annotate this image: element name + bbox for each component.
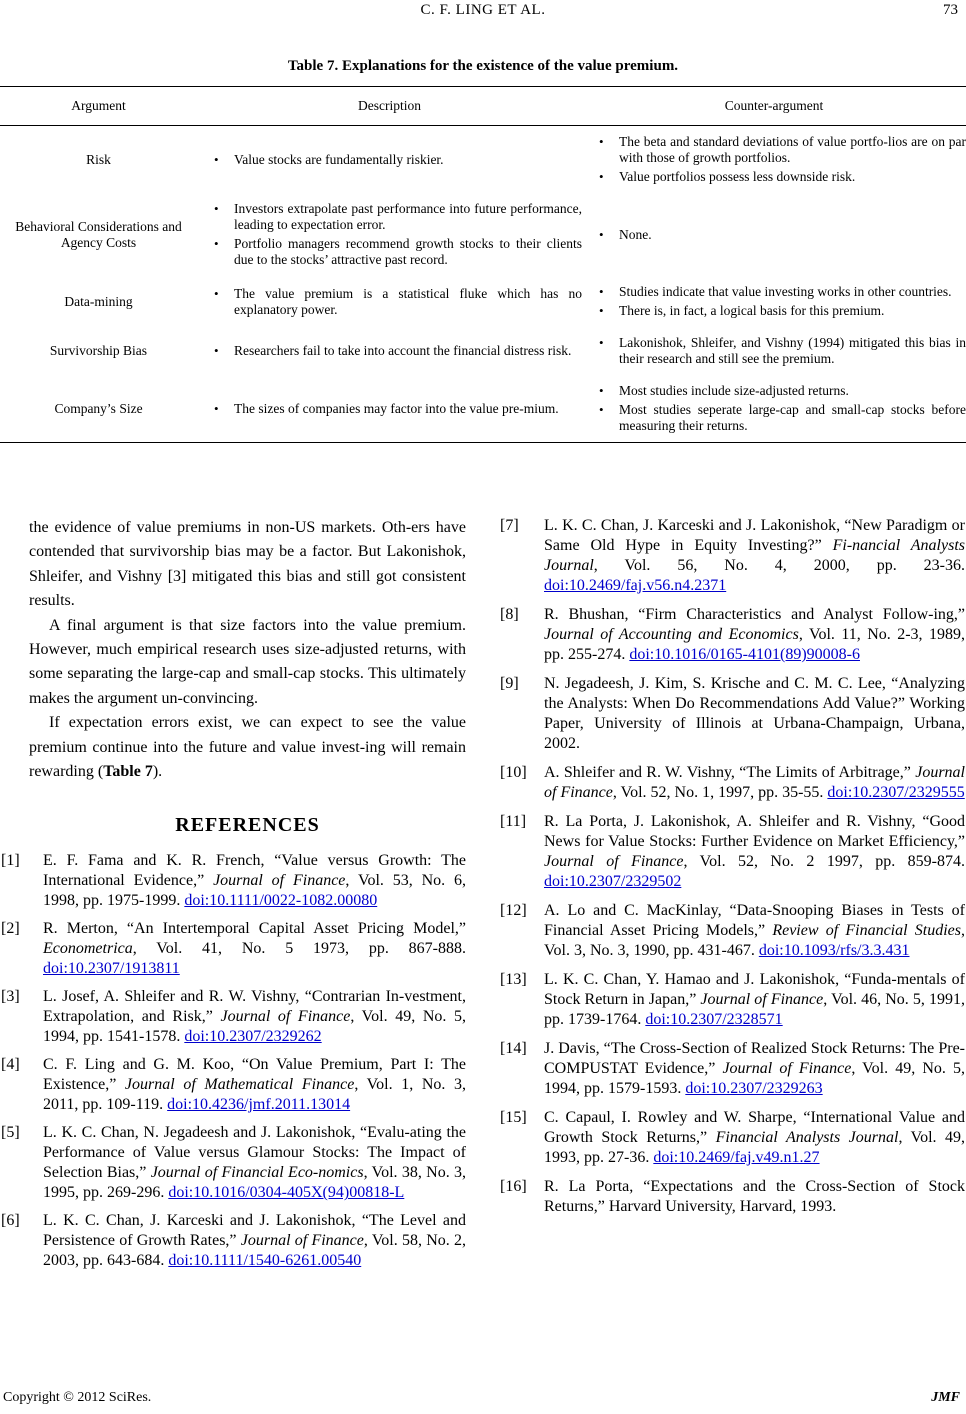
bullet-item: • Portfolio managers recommend growth stocks to their clients due to the stocks’ attractive past record.	[197, 236, 582, 268]
body-paragraph-2: A final argument is that size factors into the value premium. However, much empirical research uses size-adjusted returns, with some separating the large-cap and small-cap stocks. This ultimately makes the argument un-convincing.	[29, 616, 466, 707]
reference-entry	[500, 605, 966, 665]
description-cell	[197, 327, 582, 375]
reference-number: [14]	[500, 1040, 527, 1057]
reference-number: [2]	[1, 920, 20, 938]
reference-citation: L. K. C. Chan, J. Karceski and J. Lakonishok, “The Level and Persistence of Growth Rates,”	[43, 1212, 466, 1250]
reference-number: [10]	[500, 764, 527, 781]
reference-citation: C. F. Ling and G. M. Koo, “On Value Premium, Part I: The Existence,”	[43, 1056, 466, 1094]
reference-journal: Journal of Finance	[220, 1008, 351, 1026]
reference-entry	[1, 919, 466, 979]
bullet-item: • None.	[582, 227, 966, 243]
reference-entry	[500, 812, 966, 892]
reference-details: , Vol. 53, No. 6, 1998, pp. 1975-1999.	[43, 872, 466, 910]
bullet-item: • Most studies include size-adjusted returns.	[582, 383, 966, 399]
argument-cell: Behavioral Considerations and Agency Costs	[15, 218, 182, 250]
reference-journal: Journal of Mathematical Finance	[124, 1076, 355, 1094]
reference-number: [12]	[500, 902, 527, 919]
reference-details: , Vol. 41, No. 5 1973, pp. 867-888.	[132, 940, 466, 958]
reference-entry	[500, 674, 965, 754]
bullet-item: • The value premium is a statistical fluke which has no explanatory power.	[197, 286, 582, 318]
reference-details: , Vol. 52, No. 1, 1997, pp. 35-55.	[612, 784, 828, 801]
reference-text	[43, 1211, 466, 1271]
table-header-row	[0, 87, 966, 126]
explanations-table	[0, 86, 966, 443]
reference-text	[544, 1177, 965, 1217]
reference-citation: R. Bhushan, “Firm Characteristics and Analyst Follow-ing,”	[544, 606, 965, 623]
reference-list-right	[500, 516, 966, 1217]
description-cell	[197, 276, 582, 327]
reference-entry	[500, 763, 965, 803]
reference-text	[544, 1039, 965, 1099]
reference-citation: L. K. C. Chan, J. Karceski and J. Lakonishok, “New Paradigm or Same Old Hype in Equity Investing?”	[544, 517, 965, 554]
reference-entry	[500, 1177, 965, 1217]
bullet-item: • The sizes of companies may factor into the value pre-mium.	[197, 401, 582, 417]
description-cell	[197, 375, 582, 443]
reference-text	[43, 987, 466, 1047]
reference-doi-link[interactable]: doi:10.1093/rfs/3.3.431	[758, 942, 910, 959]
right-column	[500, 516, 966, 1226]
reference-journal: Financial Analysts Journal	[715, 1129, 899, 1146]
reference-journal: Journal of Finance	[722, 1060, 852, 1077]
reference-entry	[500, 1039, 966, 1099]
reference-journal: Fi-nancial Analysts Journal	[544, 537, 966, 574]
reference-journal: Journal of Accounting and Economics	[544, 626, 799, 643]
reference-citation: L. K. C. Chan, Y. Hamao and J. Lakonishok, “Funda-mentals of Stock Return in Japan,”	[544, 971, 965, 1008]
reference-number: [1]	[1, 852, 20, 870]
reference-doi-link[interactable]: doi:10.1111/1540-6261.00540	[168, 1252, 362, 1270]
reference-details: , Vol. 3, No. 3, 1990, pp. 431-467.	[544, 922, 965, 959]
reference-list-left	[1, 851, 467, 1271]
reference-doi-link[interactable]: doi:10.2307/1913811	[43, 960, 180, 978]
bullet-item: • Value stocks are fundamentally riskier.	[197, 152, 582, 168]
column-header-counter-argument: Counter-argument	[582, 87, 966, 126]
reference-entry	[1, 987, 467, 1047]
counter-argument-cell	[582, 276, 966, 327]
reference-number: [9]	[500, 675, 519, 692]
reference-details: , Vol. 1, No. 3, 2011, pp. 109-119.	[43, 1076, 467, 1114]
description-cell	[197, 126, 582, 194]
reference-citation: C. Capaul, I. Rowley and W. Sharpe, “International Value and Growth Stock Returns,”	[544, 1109, 965, 1146]
body-paragraph-3	[29, 711, 466, 784]
reference-details: , Vol. 38, No. 3, 1995, pp. 269-296.	[43, 1164, 466, 1202]
reference-details: , Vol. 56, No. 4, 2000, pp. 23-36.	[593, 557, 965, 574]
bullet-item: • Value portfolios possess less downside risk.	[582, 169, 966, 185]
references-heading: REFERENCES	[175, 814, 320, 837]
reference-text	[43, 1123, 466, 1203]
reference-citation: R. Merton, “An Intertemporal Capital Asset Pricing Model,”	[43, 920, 466, 938]
reference-details: , Vol. 52, No. 2 1997, pp. 859-874.	[683, 853, 966, 870]
column-header-argument: Argument	[0, 87, 197, 126]
reference-text	[544, 1108, 965, 1168]
bullet-item: • Studies indicate that value investing works in other countries.	[582, 284, 966, 300]
body-paragraph-1: the evidence of value premiums in non-US markets. Oth-ers have contended that survivorship bias may be a factor. But Lakonishok, Shleifer, and Vishny [3] mitigated this bias and still got consistent results.	[29, 519, 466, 610]
table-row	[0, 193, 966, 276]
reference-journal: Review of Financial Studies	[772, 922, 961, 939]
reference-details: , Vol. 49, No. 5, 1994, pp. 1579-1593.	[544, 1060, 966, 1097]
reference-doi-link[interactable]: doi:10.2469/faj.v49.n1.27	[653, 1149, 820, 1166]
argument-cell: Risk	[86, 151, 111, 167]
reference-details: , Vol. 46, No. 5, 1991, pp. 1739-1764.	[544, 991, 966, 1028]
table-row	[0, 276, 966, 327]
paragraph-text: If expectation errors exist, we can expect to see the value premium continue into the future and value invest-ing will remain rewarding (	[29, 714, 466, 781]
reference-number: [5]	[1, 1124, 20, 1142]
reference-entry	[500, 1108, 966, 1168]
reference-doi-link[interactable]: doi:10.2469/faj.v56.n4.2371	[544, 577, 727, 594]
reference-doi-link[interactable]: doi:10.1111/0022-1082.00080	[184, 892, 378, 910]
reference-text	[544, 763, 965, 803]
bullet-item: • Researchers fail to take into account the financial distress risk.	[197, 343, 582, 359]
paragraph-text: ).	[152, 763, 163, 781]
table-body	[0, 126, 966, 443]
table-row	[0, 327, 966, 375]
reference-details: , Vol. 49, 1993, pp. 27-36.	[544, 1129, 966, 1166]
reference-text	[544, 674, 965, 754]
bullet-item: • Lakonishok, Shleifer, and Vishny (1994) mitigated this bias in their research and still see the premium.	[582, 335, 966, 367]
reference-doi-link[interactable]: doi:10.2307/2328571	[645, 1011, 783, 1028]
copyright-notice: Copyright © 2012 SciRes.	[3, 1390, 152, 1405]
reference-doi-link[interactable]: doi:10.2307/2329555	[827, 784, 965, 801]
reference-text	[544, 970, 965, 1030]
reference-doi-link[interactable]: doi:10.2307/2329263	[685, 1080, 823, 1097]
table-row	[0, 375, 966, 443]
reference-citation: L. Josef, A. Shleifer and R. W. Vishny, “Contrarian In-vestment, Extrapolation, and Risk,”	[43, 988, 466, 1026]
description-cell	[197, 193, 582, 276]
reference-journal: Journal of Finance	[544, 853, 684, 870]
reference-details: , Vol. 49, No. 5, 1994, pp. 1541-1578.	[43, 1008, 467, 1046]
counter-argument-cell	[582, 375, 966, 443]
reference-details: , Vol. 11, No. 2-3, 1989, pp. 255-274.	[544, 626, 966, 663]
reference-citation: J. Davis, “The Cross-Section of Realized Stock Returns: The Pre-COMPUSTAT Evidence,”	[544, 1040, 965, 1077]
reference-text	[544, 516, 965, 596]
reference-number: [8]	[500, 606, 519, 623]
counter-argument-cell	[582, 193, 966, 276]
reference-doi-link[interactable]: doi:10.1016/0304-405X(94)00818-L	[168, 1184, 405, 1202]
bullet-item: • Investors extrapolate past performance into future performance, leading to expectation error.	[197, 201, 582, 233]
reference-entry	[1, 1055, 467, 1115]
reference-doi-link[interactable]: doi:10.2307/2329262	[184, 1028, 322, 1046]
reference-entry	[500, 901, 965, 961]
reference-doi-link[interactable]: doi:10.2307/2329502	[544, 873, 682, 890]
reference-text	[544, 812, 965, 892]
reference-citation: L. K. C. Chan, N. Jegadeesh and J. Lakonishok, “Evalu-ating the Performance of Value versus Glamour Stocks: The Impact of Selection Bias,”	[43, 1124, 466, 1182]
reference-entry	[1, 1211, 467, 1271]
column-header-description: Description	[197, 87, 582, 126]
reference-journal: Journal of Finance	[700, 991, 824, 1008]
reference-number: [7]	[500, 517, 519, 534]
table-row	[0, 126, 966, 194]
reference-details: , Vol. 58, No. 2, 2003, pp. 643-684.	[43, 1232, 467, 1270]
reference-journal: Journal of Financial Eco-nomics	[150, 1164, 364, 1182]
reference-text	[544, 605, 965, 665]
reference-citation: N. Jegadeesh, J. Kim, S. Krische and C. M. C. Lee, “Analyzing the Analysts: When Do Recommendations Add Value?” Working Paper, University of Illinois at Urbana-Champaign, Urbana, 2002.	[544, 675, 965, 752]
page-number: 73	[943, 2, 958, 18]
reference-journal: Journal of Finance	[240, 1232, 364, 1250]
reference-citation: R. La Porta, J. Lakonishok, A. Shleifer and R. Vishny, “Good News for Value Stocks: Further Evidence on Market Efficiency,”	[544, 813, 965, 850]
argument-cell: Survivorship Bias	[49, 343, 148, 358]
reference-citation: E. F. Fama and K. R. French, “Value versus Growth: The International Evidence,”	[43, 852, 466, 890]
reference-entry	[500, 970, 966, 1030]
reference-citation: A. Lo and C. MacKinlay, “Data-Snooping Biases in Tests of Financial Asset Pricing Models,”	[544, 902, 965, 939]
reference-text	[43, 1055, 466, 1115]
reference-text	[43, 919, 466, 979]
reference-journal: Journal of Finance	[544, 764, 965, 801]
reference-number: [6]	[1, 1212, 20, 1230]
counter-argument-cell	[582, 126, 966, 194]
reference-journal: Econometrica	[43, 940, 133, 958]
reference-journal: Journal of Finance	[213, 872, 346, 890]
reference-citation: A. Shleifer and R. W. Vishny, “The Limits of Arbitrage,”	[544, 764, 916, 781]
reference-number: [16]	[500, 1178, 527, 1195]
table-caption: Table 7. Explanations for the existence of the value premium.	[287, 58, 679, 74]
reference-entry	[1, 1123, 466, 1203]
bullet-item: • There is, in fact, a logical basis for this premium.	[582, 303, 966, 319]
reference-doi-link[interactable]: doi:10.4236/jmf.2011.13014	[167, 1096, 351, 1114]
running-title: C. F. LING ET AL.	[420, 2, 546, 18]
left-column	[1, 516, 467, 1279]
reference-entry	[1, 851, 466, 911]
reference-doi-link[interactable]: doi:10.1016/0165-4101(89)90008-6	[629, 646, 860, 663]
counter-argument-cell	[582, 327, 966, 375]
table-reference: Table 7	[103, 763, 153, 781]
reference-number: [11]	[500, 813, 527, 830]
reference-citation: R. La Porta, “Expectations and the Cross-Section of Stock Returns,” Harvard University, Harvard, 1993.	[544, 1178, 965, 1215]
reference-number: [4]	[1, 1056, 20, 1074]
reference-number: [3]	[1, 988, 20, 1006]
reference-entry	[500, 516, 966, 596]
reference-text	[544, 901, 965, 961]
bullet-item: • The beta and standard deviations of value portfo-lios are on par with those of growth portfolios.	[582, 134, 966, 166]
reference-text	[43, 851, 466, 911]
journal-abbreviation: JMF	[931, 1390, 960, 1405]
bullet-item: • Most studies seperate large-cap and small-cap stocks before measuring their returns.	[582, 402, 966, 434]
argument-cell: Company’s Size	[0, 375, 197, 443]
argument-cell: Data-mining	[64, 293, 133, 309]
reference-number: [15]	[500, 1109, 527, 1126]
reference-number: [13]	[500, 971, 527, 988]
